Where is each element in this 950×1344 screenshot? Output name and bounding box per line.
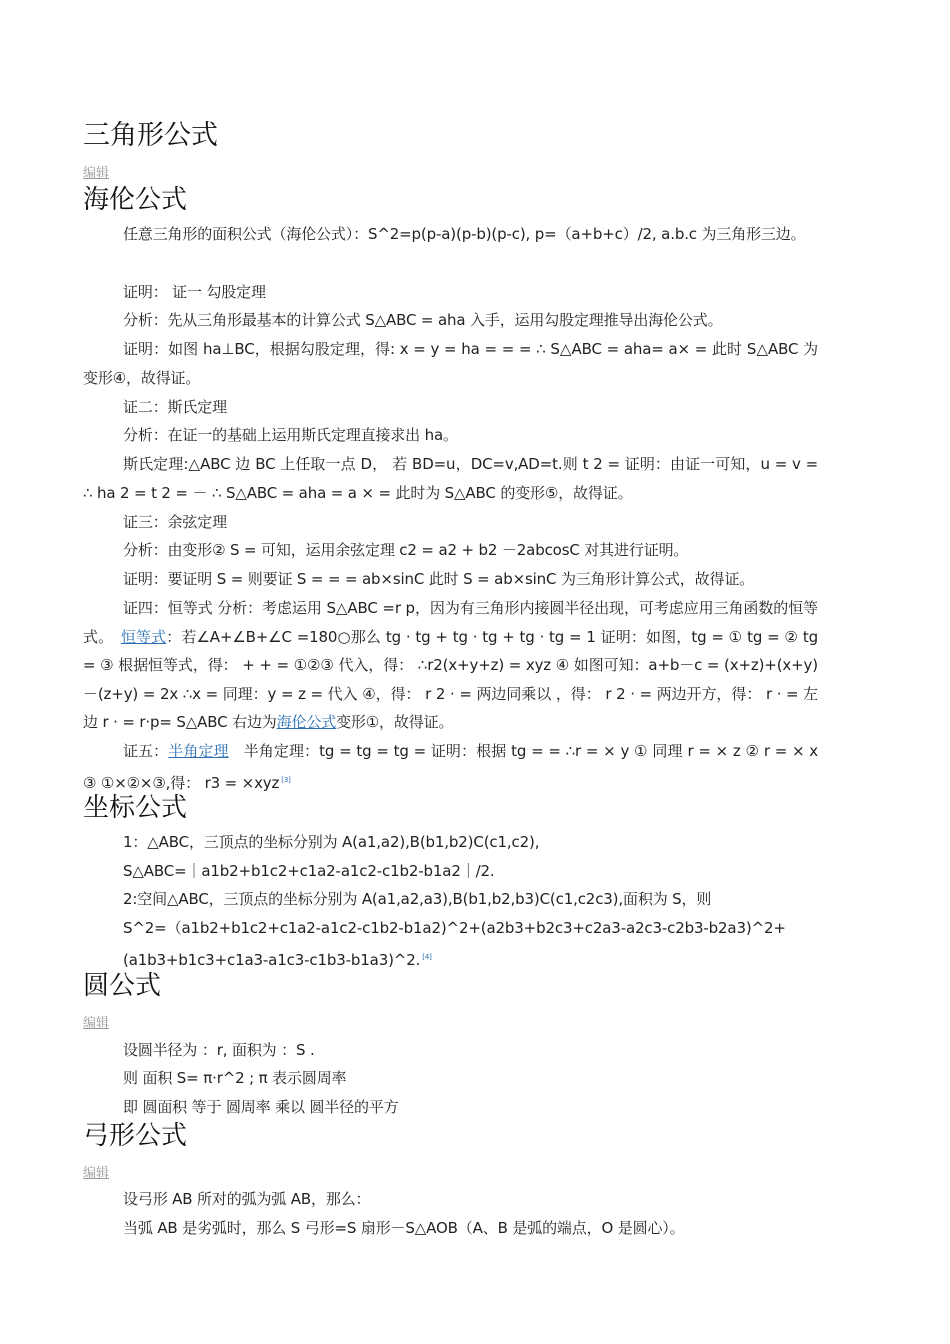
coord-line-4: S^2=（a1b2+b1c2+c1a2-a1c2-c1b2-b1a2)^2+(a2b3+b2c3+c2a3-a2c3-c2b3-b2a3)^2+ <box>123 919 786 937</box>
heron-paragraph-3: 分析：先从三角形最基本的计算公式 S△ABC = aha 入手，运用勾股定理推导出海伦公式。 <box>123 311 723 329</box>
bow-line-2: 当弧 AB 是劣弧时，那么 S 弓形=S 扇形－S△AOB（A、B 是弧的端点，O 是圆心）。 <box>123 1219 685 1237</box>
coord-line-5-text: (a1b3+b1c3+c1a3-a1c3-c1b3-b1a3)^2. <box>123 951 421 969</box>
heron-p11-text-a: 证四：恒等式 分析：考虑运用 S△ABC =r p，因为有三角形内接圆半径出现，可考虑应用三角函数的恒等式。 <box>83 599 818 646</box>
heron-heading: 海伦公式 <box>83 185 188 215</box>
heron-paragraph-12 <box>83 737 818 797</box>
page-title: 三角形公式 <box>83 120 218 151</box>
heron-paragraph-8: 证三：余弦定理 <box>123 513 227 531</box>
heron-paragraph-2: 证明： 证一 勾股定理 <box>123 283 266 301</box>
heron-paragraph-5: 证二：斯氏定理 <box>123 398 227 416</box>
heron-paragraph-9: 分析：由变形② S = 可知，运用余弦定理 c2 = a2 + b2 －2abcosC 对其进行证明。 <box>123 541 689 559</box>
heron-p12-text-a: 证五： <box>123 742 169 760</box>
circle-line-2: 则 面积 S= π·r^2 ; π 表示圆周率 <box>123 1069 347 1087</box>
heron-paragraph-7: 斯氏定理:△ABC 边 BC 上任取一点 D， 若 BD=u，DC=v,AD=t.则 t 2 = 证明：由证一可知，u = v = ∴ ha 2 = t 2 = － ∴ S△ABC = aha = a × = 此时为 S△ABC 的变形⑤，故得证。 <box>83 455 818 502</box>
heron-formula-link[interactable]: 海伦公式 <box>276 713 337 732</box>
coord-line-3: 2:空间△ABC，三顶点的坐标分别为 A(a1,a2,a3),B(b1,b2,b3)C(c1,c2c3),面积为 S，则 <box>123 890 712 908</box>
half-angle-link[interactable]: 半角定理 <box>168 742 229 760</box>
circle-line-3: 即 圆面积 等于 圆周率 乘以 圆半径的平方 <box>123 1098 399 1116</box>
heron-paragraph-6: 分析：在证一的基础上运用斯氏定理直接求出 ha。 <box>123 426 458 444</box>
identity-link[interactable]: 恒等式 <box>120 627 167 646</box>
heron-paragraph-4: 证明：如图 ha⊥BC，根据勾股定理，得: x = y = ha = = = ∴ S△ABC = aha= a× = 此时 S△ABC 为变形④，故得证。 <box>83 340 818 387</box>
circle-line-1: 设圆半径为 ：r, 面积为 ：S . <box>123 1041 315 1059</box>
heron-paragraph-1: 任意三角形的面积公式（海伦公式）：S^2=p(p-a)(p-b)(p-c), p=（a+b+c）/2, a.b.c 为三角形三边。 <box>123 225 806 243</box>
reference-4[interactable]: [4] <box>422 953 432 961</box>
coord-heading: 坐标公式 <box>83 793 188 823</box>
bow-heading: 弓形公式 <box>83 1121 188 1151</box>
heron-p11-text-c: 变形①，故得证。 <box>336 713 454 732</box>
edit-link-circle[interactable]: 编辑 <box>83 1016 110 1031</box>
bow-line-1: 设弓形 AB 所对的弧为弧 AB，那么： <box>123 1190 371 1208</box>
reference-3[interactable]: [3] <box>281 775 291 784</box>
heron-p12-text-b: 半角定理：tg = tg = tg = 证明：根据 tg = = ∴r = × y ① 同理 r = × z ② r = × x ③ ①×②×③,得： r3 = ×xyz <box>83 742 818 792</box>
coord-line-2: S△ABC=｜a1b2+b1c2+c1a2-a1c2-c1b2-b1a2｜/2. <box>123 862 495 880</box>
coord-line-1: 1：△ABC，三顶点的坐标分别为 A(a1,a2),B(b1,b2)C(c1,c2), <box>123 833 540 851</box>
edit-link-bow[interactable]: 编辑 <box>83 1166 110 1181</box>
circle-heading: 圆公式 <box>83 971 162 1001</box>
heron-paragraph-10: 证明：要证明 S = 则要证 S = = = ab×sinC 此时 S = ab×sinC 为三角形计算公式，故得证。 <box>123 570 755 588</box>
coord-line-5 <box>123 943 818 975</box>
heron-p11-text-b: ：若∠A+∠B+∠C =180○那么 tg · tg + tg · tg + tg · tg = 1 证明：如图，tg = ① tg = ② tg = ③ 根据恒等式，得： + + = ①②③ 代入，得： ∴r2(x+y+z) = xyz ④ 如图可知：a+b－c = (x+z)+(x+y)－(z+y) = 2x ∴x = 同理：y = z = 代入 ④，得： r 2 · = 两边同乘以 ，得： r 2 · = 两边开方，得： r · = 左边 r · = r·p= S△ABC 右边为 <box>83 627 818 732</box>
edit-link[interactable]: 编辑 <box>83 166 110 181</box>
heron-paragraph-11 <box>83 594 818 737</box>
